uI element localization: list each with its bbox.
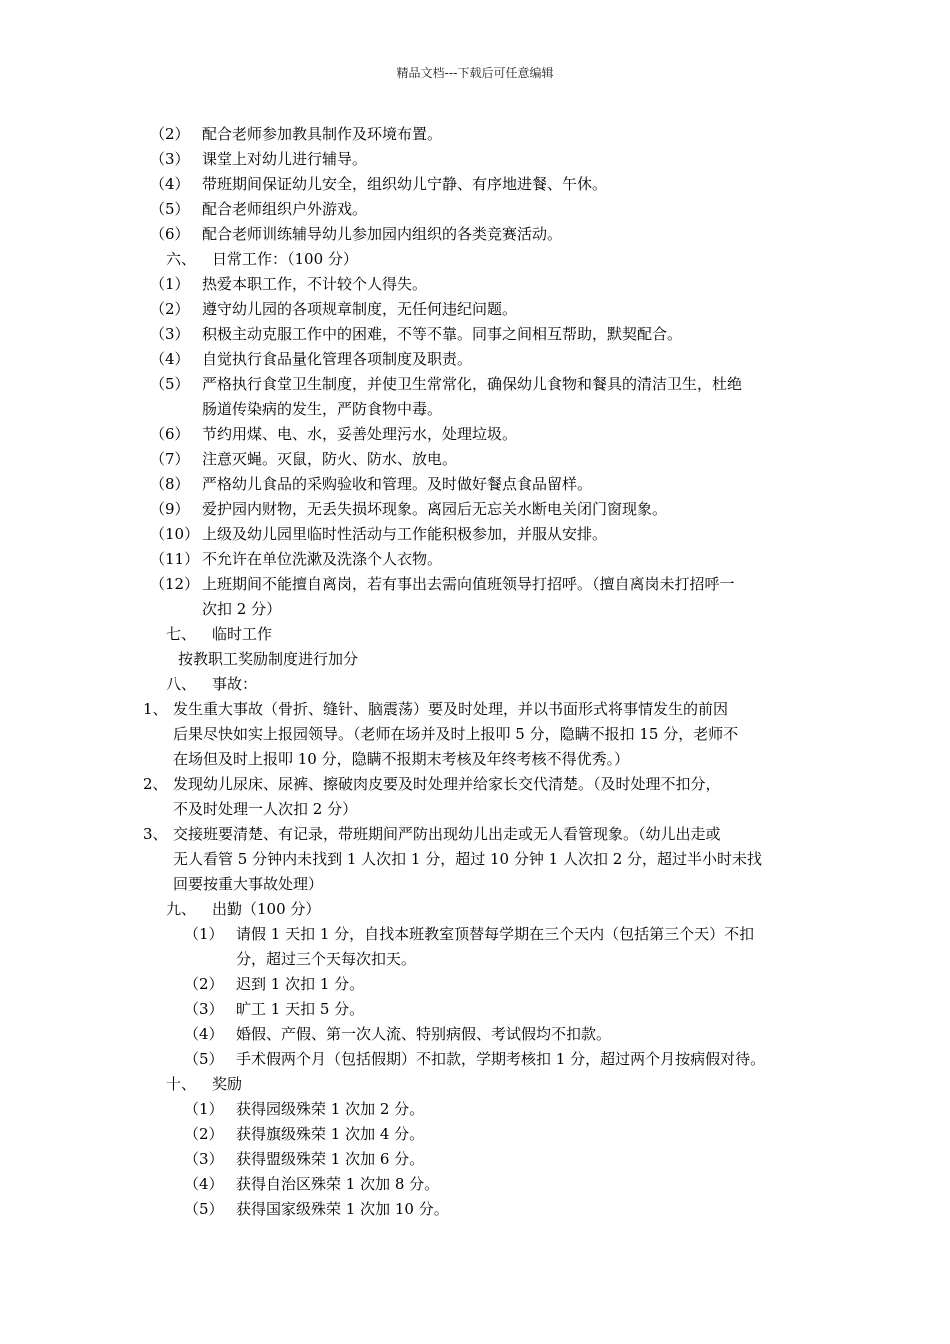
- numbered-item-text: 交接班要清楚、有记录，带班期间严防出现幼儿出走或无人看管现象。（幼儿出走或: [173, 825, 721, 843]
- list-item-text: 获得盟级殊荣 1 次加 6 分。: [236, 1150, 425, 1168]
- list-item-number: （2）: [150, 125, 190, 143]
- list-item-text: 爱护园内财物，无丢失损坏现象。离园后无忘关水断电关闭门窗现象。: [202, 500, 668, 518]
- list-item-text: 肠道传染病的发生，严防食物中毒。: [202, 400, 443, 418]
- list-item-text: 注意灭蝇。灭鼠，防火、防水、放电。: [202, 450, 458, 468]
- list-item-number: （5）: [150, 375, 190, 393]
- numbered-item-text: 回要按重大事故处理）: [173, 875, 324, 893]
- list-item-text: 带班期间保证幼儿安全，组织幼儿宁静、有序地进餐、午休。: [202, 175, 608, 193]
- list-item-text: 获得旗级殊荣 1 次加 4 分。: [236, 1125, 425, 1143]
- list-item-number: （6）: [150, 225, 190, 243]
- list-item-number: （1）: [184, 1100, 224, 1118]
- list-item-text: 节约用煤、电、水，妥善处理污水，处理垃圾。: [202, 425, 518, 443]
- list-item-number: （5）: [184, 1050, 224, 1068]
- list-item-text: 课堂上对幼儿进行辅导。: [202, 150, 368, 168]
- section-heading-title: 日常工作：（100 分）: [212, 250, 358, 268]
- list-item-number: （2）: [184, 1125, 224, 1143]
- list-item-text: 自觉执行食品量化管理各项制度及职责。: [202, 350, 473, 368]
- list-item-text: 手术假两个月（包括假期）不扣款，学期考核扣 1 分，超过两个月按病假对待。: [236, 1050, 766, 1068]
- numbered-item-text: 在场但及时上报叩 10 分，隐瞒不报期末考核及年终考核不得优秀。）: [173, 750, 630, 768]
- list-item-number: （4）: [150, 350, 190, 368]
- list-item-number: （3）: [184, 1000, 224, 1018]
- list-item-number: （8）: [150, 475, 190, 493]
- list-item-text: 获得园级殊荣 1 次加 2 分。: [236, 1100, 425, 1118]
- section-heading-number: 八、: [166, 675, 197, 693]
- section-heading-number: 六、: [166, 250, 197, 268]
- section-heading-number: 七、: [166, 625, 197, 643]
- list-item-text: 分，超过三个天每次扣天。: [236, 950, 417, 968]
- list-item-number: （2）: [150, 300, 190, 318]
- list-item-number: （12）: [150, 575, 200, 593]
- section-heading-number: 十、: [166, 1075, 197, 1093]
- numbered-item-text: 发生重大事故（骨折、缝针、脑震荡）要及时处理，并以书面形式将事情发生的前因: [173, 700, 729, 718]
- page-header: 精品文档---下载后可任意编辑: [396, 66, 554, 80]
- list-item-number: （10）: [150, 525, 200, 543]
- list-item-text: 热爱本职工作，不计较个人得失。: [202, 275, 428, 293]
- section-body-text: 按教职工奖励制度进行加分: [178, 650, 359, 668]
- section-heading-number: 九、: [166, 900, 197, 918]
- section-heading-title: 出勤（100 分）: [212, 900, 321, 918]
- list-item-text: 旷工 1 天扣 5 分。: [236, 1000, 365, 1018]
- list-item-number: （5）: [184, 1200, 224, 1218]
- list-item-number: （4）: [150, 175, 190, 193]
- list-item-text: 次扣 2 分）: [202, 600, 282, 618]
- section-heading-title: 事故：: [212, 675, 258, 693]
- list-item-text: 不允许在单位洗漱及洗涤个人衣物。: [202, 550, 443, 568]
- list-item-text: 获得国家级殊荣 1 次加 10 分。: [236, 1200, 449, 1218]
- list-item-text: 上班期间不能擅自离岗，若有事出去需向值班领导打招呼。（擅自离岗未打招呼一: [202, 575, 735, 593]
- list-item-number: （6）: [150, 425, 190, 443]
- list-item-text: 获得自治区殊荣 1 次加 8 分。: [236, 1175, 440, 1193]
- list-item-text: 严格执行食堂卫生制度，并使卫生常常化，确保幼儿食物和餐具的清洁卫生，杜绝: [202, 375, 743, 393]
- list-item-number: （5）: [150, 200, 190, 218]
- list-item-number: （1）: [150, 275, 190, 293]
- list-item-number: （4）: [184, 1175, 224, 1193]
- list-item-text: 婚假、产假、第一次人流、特别病假、考试假均不扣款。: [236, 1025, 612, 1043]
- numbered-item-text: 后果尽快如实上报园领导。（老师在场并及时上报叩 5 分，隐瞒不报扣 15 分，老师不: [173, 725, 739, 743]
- list-item-text: 配合老师参加教具制作及环境布置。: [202, 125, 443, 143]
- section-heading-title: 奖励: [212, 1075, 243, 1093]
- numbered-item-text: 无人看管 5 分钟内未找到 1 人次扣 1 分，超过 10 分钟 1 人次扣 2 分，超过半小时未找: [173, 850, 763, 868]
- numbered-item-number: 1、: [143, 700, 168, 718]
- list-item-number: （3）: [150, 325, 190, 343]
- list-item-number: （9）: [150, 500, 190, 518]
- list-item-number: （2）: [184, 975, 224, 993]
- numbered-item-number: 3、: [143, 825, 168, 843]
- numbered-item-text: 不及时处理一人次扣 2 分）: [173, 800, 358, 818]
- numbered-item-number: 2、: [143, 775, 168, 793]
- list-item-text: 迟到 1 次扣 1 分。: [236, 975, 365, 993]
- list-item-number: （1）: [184, 925, 224, 943]
- list-item-text: 遵守幼儿园的各项规章制度，无任何违纪问题。: [202, 300, 518, 318]
- list-item-number: （7）: [150, 450, 190, 468]
- list-item-text: 积极主动克服工作中的困难，不等不靠。同事之间相互帮助，默契配合。: [202, 325, 683, 343]
- list-item-text: 请假 1 天扣 1 分，自找本班教室顶替每学期在三个天内（包括第三个天）不扣: [236, 925, 755, 943]
- list-item-number: （3）: [150, 150, 190, 168]
- list-item-text: 配合老师训练辅导幼儿参加园内组织的各类竞赛活动。: [202, 225, 563, 243]
- list-item-number: （3）: [184, 1150, 224, 1168]
- list-item-text: 上级及幼儿园里临时性活动与工作能积极参加，并服从安排。: [202, 525, 608, 543]
- list-item-number: （11）: [150, 550, 200, 568]
- numbered-item-text: 发现幼儿尿床、尿裤、擦破肉皮要及时处理并给家长交代清楚。（及时处理不扣分，: [173, 775, 721, 793]
- section-heading-title: 临时工作: [212, 625, 273, 643]
- list-item-number: （4）: [184, 1025, 224, 1043]
- list-item-text: 严格幼儿食品的采购验收和管理。及时做好餐点食品留样。: [202, 475, 593, 493]
- list-item-text: 配合老师组织户外游戏。: [202, 200, 368, 218]
